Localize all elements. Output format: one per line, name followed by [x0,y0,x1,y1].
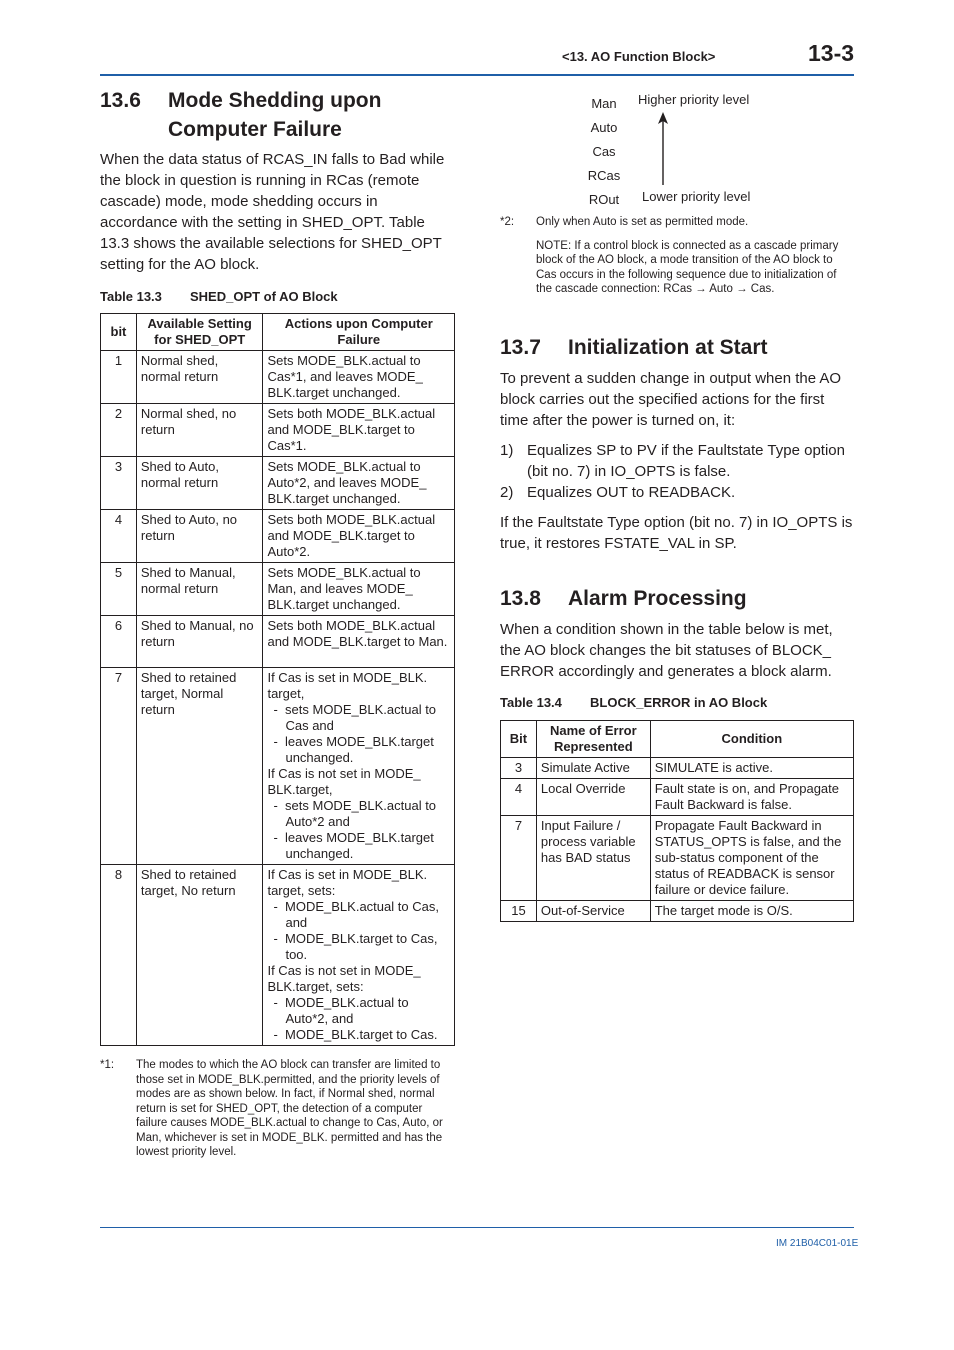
cell-name: Out-of-Service [536,901,650,922]
list-item [500,440,854,482]
cell-name: Input Failure / process variable has BAD status [536,816,650,901]
action-condition-a: If Cas is set in MODE_BLK. target, sets: [267,867,428,898]
list-item: - leaves MODE_BLK.target unchanged. [267,830,450,862]
table-13-3-caption [100,289,338,304]
table-13-3 [100,313,455,1046]
priority-mode-list [586,92,622,212]
table-row [101,668,455,865]
cell-setting: Shed to Auto, normal return [136,457,263,510]
cell-action: Sets MODE_BLK.actual to Auto*2, and leaves MODE_ BLK.target unchanged. [263,457,455,510]
list-item: - MODE_BLK.target to Cas. [267,1027,450,1043]
action-list-b [267,995,450,1043]
cell-name: Simulate Active [536,758,650,779]
mode-cas: Cas [592,144,616,159]
table-13-4 [500,720,854,922]
cell-bit: 15 [501,901,537,922]
list-item: - leaves MODE_BLK.target unchanged. [267,734,450,766]
table-row [501,758,854,779]
cell-setting: Shed to retained target, No return [136,865,263,1046]
caption-title: BLOCK_ERROR in AO Block [590,695,768,710]
table-row [501,816,854,901]
footnote-mark: *1: [100,1059,115,1071]
action-list-a [267,899,450,963]
mode-rout: ROut [588,192,620,207]
header-setting: Available Setting for SHED_OPT [136,314,263,351]
cell-setting: Normal shed, normal return [136,351,263,404]
section-13-8-body: When a condition shown in the table below is met, the AO block changes the bit statuses of BLOCK_ ERROR accordingly and generates a block alarm. [500,621,833,680]
cell-name: Local Override [536,779,650,816]
table-row [101,457,455,510]
cell-setting: Shed to Manual, normal return [136,563,263,616]
page-number: 13-3 [808,40,855,66]
list-marker: 1) [500,442,514,459]
cell-action: Sets both MODE_BLK.actual and MODE_BLK.target to Cas*1. [263,404,455,457]
cell-action: Sets both MODE_BLK.actual and MODE_BLK.target to Auto*2. [263,510,455,563]
list-text: Equalizes OUT to READBACK. [527,484,736,501]
table-row [501,779,854,816]
footnote-text: Only when Auto is set as permitted mode. [536,216,749,228]
header-bit: Bit [501,721,537,758]
list-item: - sets MODE_BLK.actual to Auto*2 and [267,798,450,830]
cell-action: Sets MODE_BLK.actual to Man, and leaves MODE_ BLK.target unchanged. [263,563,455,616]
section-title-line1: Mode Shedding upon [168,89,382,112]
action-condition-b: If Cas is not set in MODE_ BLK.target, sets: [267,963,421,994]
cell-setting: Shed to retained target, Normal return [136,668,263,865]
section-number: 13.7 [500,336,541,359]
footnote-1 [100,1058,455,1160]
table-13-4-caption [500,695,767,710]
section-title: Alarm Processing [568,587,747,610]
list-marker: 2) [500,484,514,501]
cell-bit: 7 [101,668,137,865]
action-list-b [267,798,450,862]
cell-bit: 1 [101,351,137,404]
section-title: Initialization at Start [568,336,768,359]
cell-bit: 7 [501,816,537,901]
mode-auto: Auto [590,120,618,135]
table-row [101,563,455,616]
lower-priority-label: Lower priority level [642,189,751,204]
section-13-8-heading [500,584,854,613]
section-number: 13.8 [500,587,541,610]
table-header-row [101,314,455,351]
footer-rule [100,1227,854,1228]
footnote-text: The modes to which the AO block can transfer are limited to those set in MODE_BLK.permitted, and the priority levels of modes are as shown below. In fact, if Normal shed, normal return is set for SHED_OPT, the detection of a computer failure causes MODE_BLK.actual to change to Cas, Auto, or Man, whichever is set in MODE_BLK. permitted and has the lowest priority level. [136,1059,443,1158]
cell-bit: 5 [101,563,137,616]
list-item: - sets MODE_BLK.actual to Cas and [267,702,450,734]
section-title-line2: Computer Failure [168,118,342,141]
caption-number: Table 13.4 [500,695,562,710]
cell-action: Sets MODE_BLK.actual to Cas*1, and leaves MODE_ BLK.target unchanged. [263,351,455,404]
cell-action: Sets both MODE_BLK.actual and MODE_BLK.target to Man. [263,616,455,668]
table-row [101,865,455,1046]
cell-bit: 8 [101,865,137,1046]
cell-bit: 4 [101,510,137,563]
up-arrow-icon [654,112,672,186]
cell-bit: 4 [501,779,537,816]
table-row [501,901,854,922]
caption-number: Table 13.3 [100,289,162,304]
cell-bit: 6 [101,616,137,668]
table-row [101,404,455,457]
list-item: - MODE_BLK.target to Cas, too. [267,931,450,963]
table-row [101,616,455,668]
mode-rcas: RCas [587,168,621,183]
section-number: 13.6 [100,89,141,112]
header-rule [100,74,854,76]
cell-bit: 3 [501,758,537,779]
cell-bit: 3 [101,457,137,510]
cell-condition: The target mode is O/S. [650,901,853,922]
running-header: <13. AO Function Block> [562,49,716,64]
cell-setting: Shed to Auto, no return [136,510,263,563]
action-list-a [267,702,450,766]
table-header-row [501,721,854,758]
cell-action [263,865,455,1046]
section-13-7-heading [500,333,854,362]
header-actions: Actions upon Computer Failure [263,314,455,351]
cell-condition: Propagate Fault Backward in STATUS_OPTS is false, and the sub-status component of the status of READBACK is sensor failure or device failure. [650,816,853,901]
cell-setting: Shed to Manual, no return [136,616,263,668]
header-condition: Condition [650,721,853,758]
cell-action [263,668,455,865]
action-condition-a: If Cas is set in MODE_BLK. target, [267,670,428,701]
section-13-6-body: When the data status of RCAS_IN falls to Bad while the block in question is running in RCas (remote cascade) mode, mode shedding occurs in accordance with the setting in SHED_OPT. Table 13.3 shows the available selections for SHED_OPT setting for the AO block. [100,151,445,273]
list-item: - MODE_BLK.actual to Auto*2, and [267,995,450,1027]
cell-condition: SIMULATE is active. [650,758,853,779]
caption-title: SHED_OPT of AO Block [190,289,338,304]
section-13-7-body-2: If the Faultstate Type option (bit no. 7) in IO_OPTS is true, it restores FSTATE_VAL in SP. [500,514,853,552]
mode-man: Man [591,96,617,111]
footnote-note: NOTE: If a control block is connected as a cascade primary block of the AO block, a mode transition of the AO block to Cas occurs in the following sequence due to initialization of the cascade connection: RCas → Auto → Cas. [536,239,839,295]
table-row [101,351,455,404]
header-name: Name of Error Represented [536,721,650,758]
section-13-7-body: To prevent a sudden change in output when the AO block carries out the specified actions for the first time after the power is turned on, it: [500,370,842,429]
footnote-2 [500,215,854,297]
list-item [500,482,854,503]
list-text: Equalizes SP to PV if the Faultstate Type option (bit no. 7) in IO_OPTS is false. [527,442,845,480]
footnote-mark: *2: [500,216,515,228]
cell-setting: Normal shed, no return [136,404,263,457]
section-13-6-heading [100,86,460,144]
list-item: - MODE_BLK.actual to Cas, and [267,899,450,931]
document-id: IM 21B04C01-01E [776,1238,859,1249]
cell-bit: 2 [101,404,137,457]
cell-condition: Fault state is on, and Propagate Fault Backward is false. [650,779,853,816]
action-condition-b: If Cas is not set in MODE_ BLK.target, [267,766,421,797]
header-bit: bit [101,314,137,351]
higher-priority-label: Higher priority level [638,92,750,107]
table-row [101,510,455,563]
